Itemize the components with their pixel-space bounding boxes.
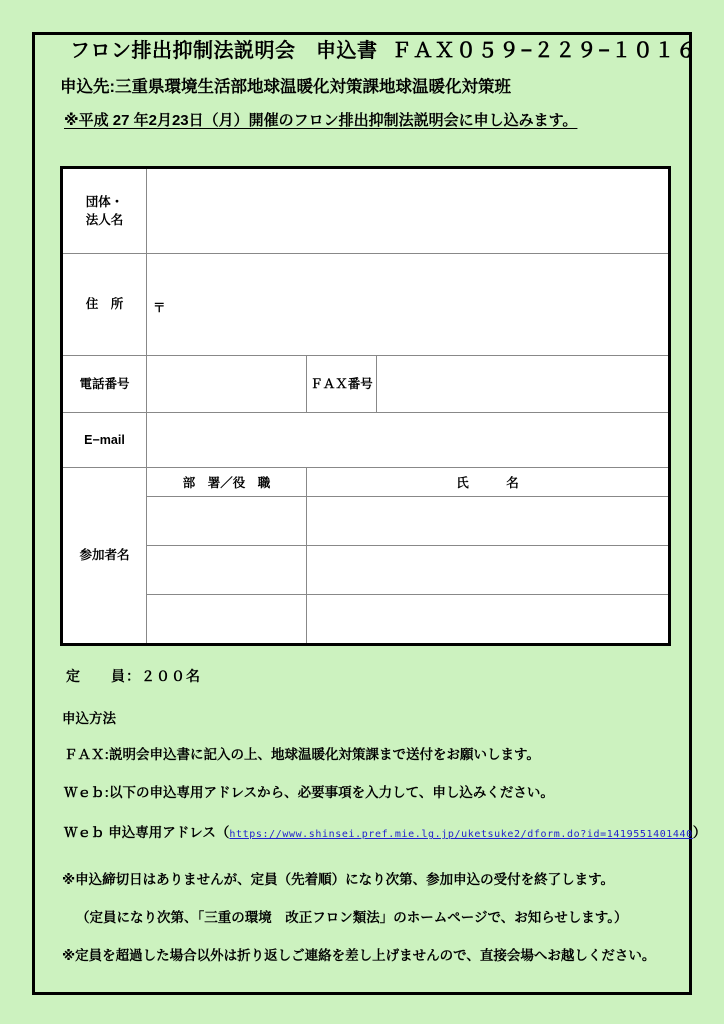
table-row [62, 497, 670, 546]
email-input-cell[interactable] [147, 413, 670, 468]
table-row-organization [62, 168, 670, 254]
web-address-label: Ｗｅｂ 申込専用アドレス（ [64, 825, 230, 841]
web-address-label-close: ） [692, 825, 707, 841]
fax-input-cell[interactable] [377, 356, 670, 413]
note-contact: ※定員を超過した場合以外は折り返しご連絡を差し上げませんので、直接会場へお越しください。 [62, 947, 656, 963]
address-input-cell[interactable] [147, 254, 670, 356]
participant-name-cell[interactable] [307, 497, 670, 546]
event-date-statement: ※平成 27 年2月23日（月）開催のフロン排出抑制法説明会に申し込みます。 [64, 112, 578, 129]
name-header-cell: 氏 名 [307, 468, 670, 497]
phone-label-cell: 電話番号 [62, 356, 147, 413]
addressee-line: 申込先:三重県環境生活部地球温暖化対策課地球温暖化対策班 [60, 78, 511, 96]
organization-label-cell [62, 168, 147, 254]
participant-dept-cell[interactable] [147, 595, 307, 645]
web-address-line [64, 825, 707, 841]
participant-dept-cell[interactable] [147, 497, 307, 546]
table-row-address [62, 254, 670, 356]
note-homepage: （定員になり次第、「三重の環境 改正フロン類法」のホームページで、お知らせします。） [76, 909, 628, 925]
fax-label-cell: ＦＡＸ番号 [307, 356, 377, 413]
table-row-email [62, 413, 670, 468]
phone-input-cell[interactable] [147, 356, 307, 413]
organization-input-cell[interactable] [147, 168, 670, 254]
participant-name-cell[interactable] [307, 546, 670, 595]
fax-number-heading: ＦＡＸ０５９−２２９−１０１６ [391, 40, 698, 62]
footer-instructions [52, 668, 707, 964]
note-deadline: ※申込締切日はありませんが、定員（先着順）になり次第、参加申込の受付を終了します。 [62, 871, 615, 887]
participant-dept-cell[interactable] [147, 546, 307, 595]
participant-name-cell[interactable] [307, 595, 670, 645]
email-label-cell: E−mail [62, 413, 147, 468]
page-title-text: フロン排出抑制法説明会 申込書 [70, 40, 378, 62]
table-row [62, 595, 670, 645]
web-method-line: Ｗｅｂ:以下の申込専用アドレスから、必要事項を入力して、申し込みください。 [64, 785, 554, 801]
dept-position-header-cell: 部 署／役 職 [147, 468, 307, 497]
table-row-participants-header [62, 468, 670, 497]
how-to-apply-heading: 申込方法 [62, 710, 116, 726]
web-application-url-link[interactable]: https://www.shinsei.pref.mie.lg.jp/uketsuke2/dform.do?id=1419551401440 [229, 829, 693, 841]
postal-mark-icon: 〒 [153, 301, 166, 315]
organization-label-line1: 団体・ [85, 194, 124, 209]
fax-method-line: ＦＡＸ:説明会申込書に記入の上、地球温暖化対策課まで送付をお願いします。 [64, 746, 540, 762]
participants-label-cell: 参加者名 [62, 468, 147, 645]
application-form-table [60, 166, 671, 646]
address-label-cell: 住 所 [62, 254, 147, 356]
table-row [62, 546, 670, 595]
table-row-phone-fax [62, 356, 670, 413]
page-title [52, 36, 698, 66]
capacity-line: 定 員：２００名 [66, 668, 201, 684]
document-header [52, 36, 698, 134]
organization-label-line2: 法人名 [85, 213, 124, 227]
